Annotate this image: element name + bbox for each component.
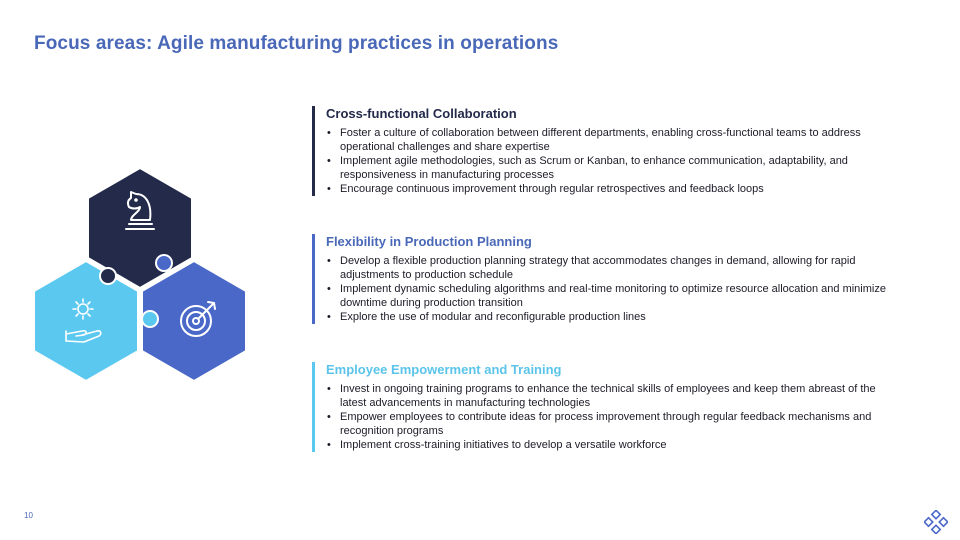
page-number: 10 — [24, 511, 33, 520]
hexagon-graphic — [0, 0, 300, 420]
bullet-item: • Invest in ongoing training programs to enhance the technical skills of employees and keep them abreast of the latest advancements in manufacturing technologies — [326, 382, 892, 410]
section-employee-empowerment — [312, 362, 892, 452]
bullet-list — [326, 254, 892, 324]
bullet-list — [326, 126, 892, 196]
section-flexibility — [312, 234, 892, 324]
bullet-item: • Implement agile methodologies, such as Scrum or Kanban, to enhance communication, adaptability, and responsiveness in manufacturing processes — [326, 154, 892, 182]
connector-dot-blue — [156, 255, 172, 271]
bullet-item: • Encourage continuous improvement through regular retrospectives and feedback loops — [326, 182, 892, 196]
section-heading: Flexibility in Production Planning — [326, 234, 532, 249]
bullet-item: • Implement dynamic scheduling algorithms and real-time monitoring to optimize resource allocation and minimize downtime during production transition — [326, 282, 892, 310]
connector-dot-dark — [100, 268, 116, 284]
section-cross-functional — [312, 106, 892, 196]
slide-title: Focus areas: Agile manufacturing practices in operations — [34, 33, 559, 54]
bullet-item: • Develop a flexible production planning strategy that accommodates changes in demand, allowing for rapid adjustments to production schedule — [326, 254, 892, 282]
section-heading: Employee Empowerment and Training — [326, 362, 562, 377]
diamond-logo-icon — [924, 510, 948, 534]
bullet-item: • Foster a culture of collaboration between different departments, enabling cross-functional teams to address operational challenges and share expertise — [326, 126, 892, 154]
connector-dot-light — [142, 311, 158, 327]
bullet-item: • Implement cross-training initiatives to develop a versatile workforce — [326, 438, 892, 452]
bullet-item: • Explore the use of modular and reconfigurable production lines — [326, 310, 892, 324]
section-heading: Cross-functional Collaboration — [326, 106, 517, 121]
bullet-item: • Empower employees to contribute ideas for process improvement through regular feedback mechanisms and recognition programs — [326, 410, 892, 438]
bullet-list — [326, 382, 892, 452]
